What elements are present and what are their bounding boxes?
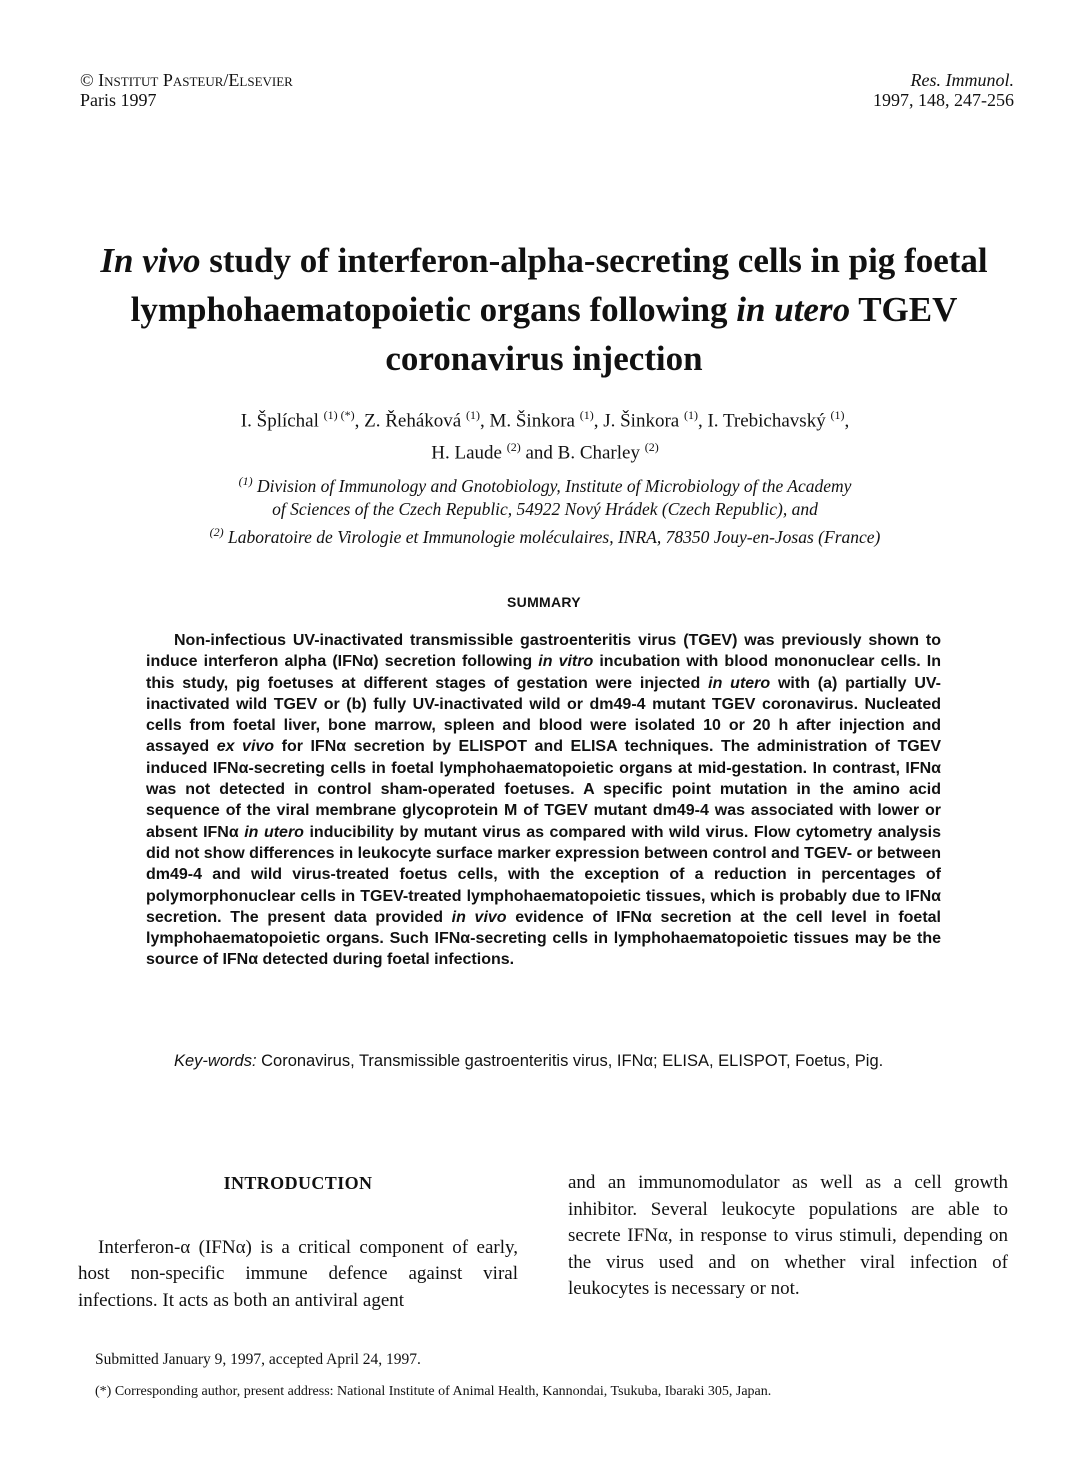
intro-paragraph-right: and an immunomodulator as well as a cell growth inhibitor. Several leukocyte populations are able to secrete IFNα, in response to virus stimuli, depending on the virus used and on whether viral infection of leukocytes is necessary or not. bbox=[568, 1172, 1008, 1299]
affiliation-1-line-2: of Sciences of the Czech Republic, 54922 Nový Hrádek (Czech Republic), and bbox=[272, 498, 818, 519]
summary-italic: in utero bbox=[244, 823, 304, 841]
journal-citation: 1997, 148, 247-256 bbox=[873, 90, 1014, 110]
author-separator: , bbox=[844, 410, 850, 432]
author-name: H. Laude bbox=[431, 442, 502, 464]
title-text-2: study of interferon-alpha-secreting cells in pig foetal lymphohaematopoietic organs following bbox=[130, 241, 988, 329]
affiliation-mark: (1) bbox=[238, 474, 253, 488]
submission-dates: Submitted January 9, 1997, accepted April 24, 1997. bbox=[95, 1351, 421, 1368]
corresponding-author-note: (*) Corresponding author, present address: National Institute of Animal Health, Kannondai, Tsukuba, Ibaraki 305, Japan. bbox=[95, 1384, 772, 1399]
running-header-right bbox=[873, 70, 1014, 110]
author-affil-mark: (1) bbox=[579, 408, 594, 422]
title-italic-1: In vivo bbox=[100, 241, 201, 280]
intro-column-left bbox=[78, 1170, 518, 1314]
summary-italic: ex vivo bbox=[216, 738, 275, 756]
author-affil-mark: (2) bbox=[644, 440, 659, 455]
summary-text: inducibility by mutant virus as compared with wild virus. Flow cytometry analysis did not show differences in leukocyte surface marker expression between control and TGEV- or between dm49-4 and wild virus-treated foetus cells, with the exception of a reduction in percentages of polymorphonuclear cells in TGEV-treated lymphohaematopoietic tissues, which is probably due to IFNα secretion. The present data provided bbox=[146, 823, 941, 926]
affiliation-2 bbox=[100, 521, 990, 549]
author-name: I. Šplíchal bbox=[240, 410, 319, 432]
title-text-4: TGEV coronavirus injection bbox=[385, 290, 958, 378]
author-name: , I. Trebichavský bbox=[697, 410, 826, 432]
summary-text: with (a) partially UV-inactivated wild TGEV or (b) fully UV-inactivated wild or dm49-4 mutant TGEV coronavirus. Nucleated cells from foetal liver, bone marrow, spleen and blood were isolated 10 or 20 h after injection and assayed bbox=[146, 674, 941, 756]
footnotes bbox=[95, 1344, 995, 1408]
running-header-left bbox=[80, 70, 293, 110]
author-line-2 bbox=[80, 434, 1010, 466]
author-affil-mark: (1) (*) bbox=[323, 408, 355, 422]
title-italic-3: in utero bbox=[736, 290, 851, 329]
affiliation-text: Division of Immunology and Gnotobiology, Institute of Microbiology of the Academy bbox=[252, 475, 852, 496]
summary-italic: in utero bbox=[708, 674, 771, 692]
summary-text: Non-infectious UV-inactivated transmissible gastroenteritis virus (TGEV) was previously shown to induce interferon alpha (IFNα) secretion following bbox=[146, 632, 941, 671]
author-name: and B. Charley bbox=[520, 442, 640, 464]
intro-column-right bbox=[568, 1170, 1008, 1303]
author-name: , J. Šinkora bbox=[593, 410, 680, 432]
affiliation-text: Laboratoire de Virologie et Immunologie moléculaires, INRA, 78350 Jouy-en-Josas (France) bbox=[223, 526, 881, 547]
summary-heading: SUMMARY bbox=[507, 594, 581, 610]
summary-italic: in vitro bbox=[538, 653, 594, 671]
affiliation-1-line-1 bbox=[100, 470, 990, 498]
author-affil-mark: (1) bbox=[830, 408, 845, 422]
summary-text: for IFNα secretion by ELISPOT and ELISA techniques. The administration of TGEV induced IFNα-secreting cells in foetal lymphohaematopoietic organs at mid-gestation. In contrast, IFNα was not detected in control sham-operated foetuses. A specific point mutation in the amino acid sequence of the viral membrane glycoprotein M of TGEV mutant dm49-4 was associated with lower or absent IFNα bbox=[146, 738, 942, 841]
author-affil-mark: (1) bbox=[465, 408, 480, 422]
affiliation-mark: (2) bbox=[209, 524, 224, 539]
author-affil-mark: (1) bbox=[683, 408, 698, 422]
publisher-line: © Institut Pasteur/Elsevier bbox=[80, 70, 293, 90]
introduction-heading: INTRODUCTION bbox=[223, 1173, 373, 1193]
keywords-text: Coronavirus, Transmissible gastroenteritis virus, IFNα; ELISA, ELISPOT, Foetus, Pig. bbox=[256, 1052, 884, 1070]
author-name: , Z. Řeháková bbox=[354, 410, 462, 432]
author-line-1 bbox=[80, 402, 1010, 434]
intro-paragraph-left: Interferon-α (IFNα) is a critical component of early, host non-specific immune defence against viral infections. It acts as both an antiviral agent bbox=[78, 1236, 518, 1311]
affiliations bbox=[100, 470, 990, 549]
place-year-line: Paris 1997 bbox=[80, 90, 157, 110]
keywords bbox=[146, 1050, 941, 1073]
author-list bbox=[80, 402, 1010, 467]
summary-paragraph bbox=[146, 630, 941, 971]
keywords-label: Key-words: bbox=[174, 1052, 257, 1070]
summary-text: evidence of IFNα secretion at the cell level in foetal lymphohaematopoietic organs. Such IFNα-secreting cells in lymphohaematopoietic tissues may be the source of IFNα detected during foetal infections. bbox=[146, 908, 941, 969]
author-name: , M. Šinkora bbox=[479, 410, 575, 432]
summary-italic: in vivo bbox=[451, 908, 507, 926]
article-title bbox=[60, 236, 1028, 383]
journal-name: Res. Immunol. bbox=[910, 70, 1014, 90]
author-affil-mark: (2) bbox=[506, 440, 521, 455]
summary-text: incubation with blood mononuclear cells. In this study, pig foetuses at different stages of gestation were injected bbox=[146, 653, 941, 692]
